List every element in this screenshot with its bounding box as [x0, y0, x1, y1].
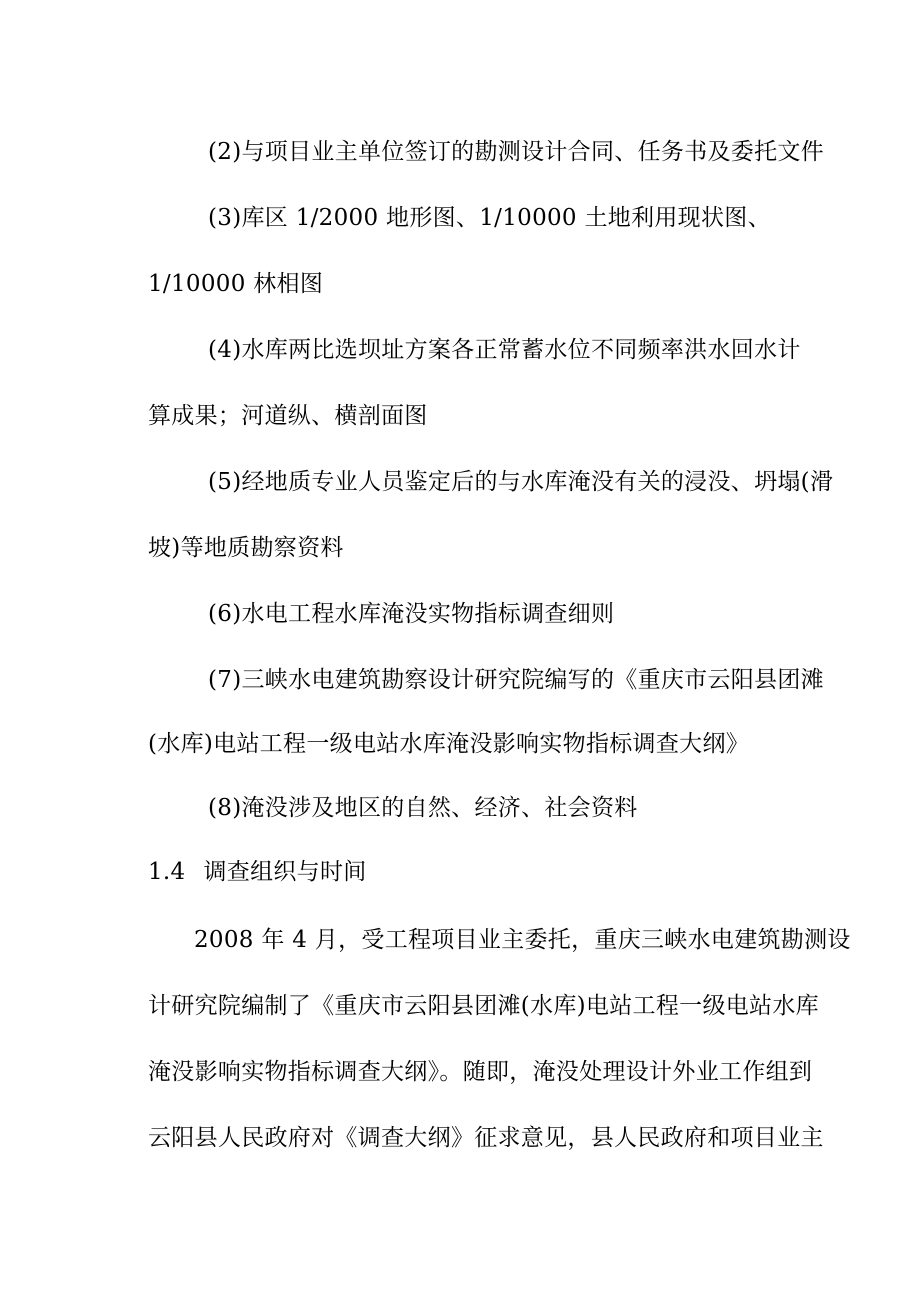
paragraph-line-3: 淹没影响实物指标调查大纲》。随即，淹没处理设计外业工作组到 — [148, 1059, 813, 1085]
paragraph-line-2: 计研究院编制了《重庆市云阳县团滩(水库)电站工程一级电站水库 — [148, 993, 819, 1019]
list-item-4-line-1: (4)水库两比选坝址方案各正常蓄水位不同频率洪水回水计 — [208, 337, 801, 363]
paragraph-line-1: 2008 年 4 月，受工程项目业主委托，重庆三峡水电建筑勘测设 — [194, 927, 851, 953]
list-item-6-line-1: (6)水电工程水库淹没实物指标调查细则 — [208, 601, 615, 627]
section-heading — [148, 856, 367, 888]
list-item-7-line-1: (7)三峡水电建筑勘察设计研究院编写的《重庆市云阳县团滩 — [208, 667, 824, 693]
list-item-5-line-1: (5)经地质专业人员鉴定后的与水库淹没有关的浸没、坍塌(滑 — [208, 469, 834, 495]
list-item-5-line-2: 坡)等地质勘察资料 — [148, 535, 344, 561]
section-number: 1.4 — [148, 859, 186, 885]
list-item-2-line-1: (2)与项目业主单位签订的勘测设计合同、任务书及委托文件 — [208, 139, 824, 165]
list-item-8-line-1: (8)淹没涉及地区的自然、经济、社会资料 — [208, 795, 638, 821]
section-title: 调查组织与时间 — [203, 859, 367, 885]
list-item-3-line-1: (3)库区 1/2000 地形图、1/10000 土地利用现状图、 — [208, 205, 771, 231]
list-item-7-line-2: (水库)电站工程一级电站水库淹没影响实物指标调查大纲》 — [148, 731, 750, 757]
list-item-4-line-2: 算成果；河道纵、横剖面图 — [148, 403, 428, 429]
list-item-3-line-2: 1/10000 林相图 — [148, 271, 324, 297]
paragraph-line-4: 云阳县人民政府对《调查大纲》征求意见，县人民政府和项目业主 — [148, 1125, 824, 1151]
